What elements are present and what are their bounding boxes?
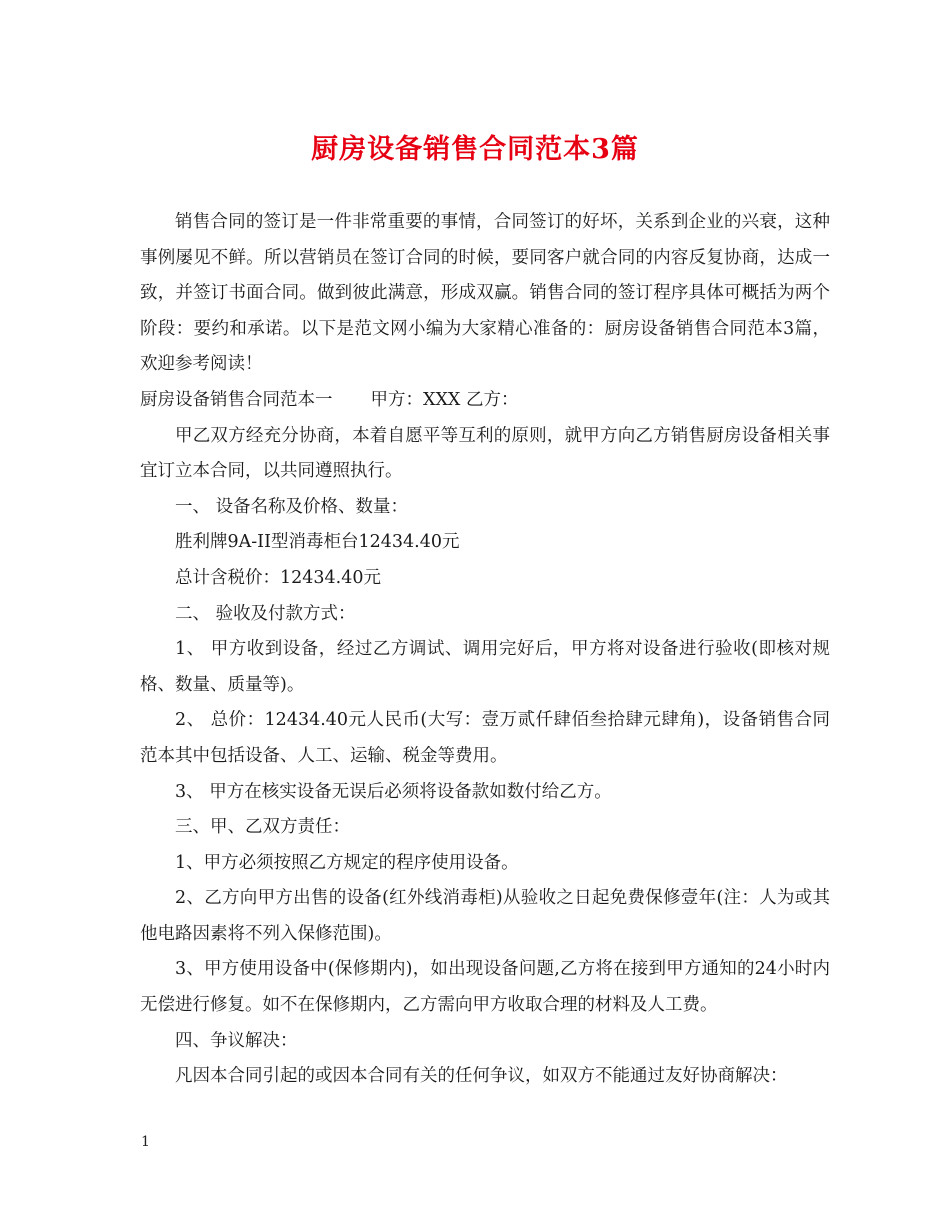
body-paragraph: 胜利牌9A-II型消毒柜台12434.40元 xyxy=(175,532,460,553)
body-paragraph: 3、 甲方在核实设备无误后必须将设备款如数付给乙方。 xyxy=(175,781,612,802)
contract-header-line xyxy=(140,383,830,419)
body-paragraph: 1、 甲方收到设备，经过乙方调试、调用完好后，甲方将对设备进行验收(即核对规格、数量、质量等)。 xyxy=(140,639,830,695)
section-heading: 一、 设备名称及价格、数量： xyxy=(175,496,409,517)
body-paragraph: 凡因本合同引起的或因本合同有关的任何争议，如双方不能通过友好协商解决： xyxy=(175,1066,788,1087)
body-paragraph: 甲乙双方经充分协商，本着自愿平等互利的原则，就甲方向乙方销售厨房设备相关事宜订立本合同，以共同遵照执行。 xyxy=(140,425,830,482)
page-number: 1 xyxy=(141,1134,150,1150)
body-paragraph: 总计含税价：12434.40元 xyxy=(175,567,382,588)
body-paragraph: 3、甲方使用设备中(保修期内)，如出现设备问题,乙方将在接到甲方通知的24小时内无偿进行修复。如不在保修期内，乙方需向甲方收取合理的材料及人工费。 xyxy=(140,959,830,1016)
contract-name: 厨房设备销售合同范本一 xyxy=(140,389,333,410)
document-body xyxy=(140,205,830,1095)
section-heading: 二、 验收及付款方式： xyxy=(175,603,356,624)
intro-paragraph: 销售合同的签订是一件非常重要的事情，合同签订的好坏，关系到企业的兴衰，这种事例屡见不鲜。所以营销员在签订合同的时候，要同客户就合同的内容反复协商，达成一致，并签订书面合同。做到彼此满意，形成双赢。销售合同的签订程序具体可概括为两个阶段：要约和承诺。以下是范文网小编为大家精心准备的：厨房设备销售合同范本3篇，欢迎参考阅读！ xyxy=(140,212,830,375)
section-heading: 四、争议解决： xyxy=(175,1030,298,1051)
body-paragraph: 2、 总价：12434.40元人民币(大写：壹万贰仟肆佰叁拾肆元肆角)，设备销售合同范本其中包括设备、人工、运输、税金等费用。 xyxy=(140,710,830,766)
body-paragraph: 1、甲方必须按照乙方规定的程序使用设备。 xyxy=(175,852,519,873)
contract-parties: 甲方：XXX 乙方： xyxy=(370,389,519,410)
section-heading: 三、甲、乙双方责任： xyxy=(175,817,350,838)
body-paragraph: 2、乙方向甲方出售的设备(红外线消毒柜)从验收之日起免费保修壹年(注：人为或其他电路因素将不列入保修范围)。 xyxy=(140,888,830,944)
document-title: 厨房设备销售合同范本3篇 xyxy=(311,134,639,165)
